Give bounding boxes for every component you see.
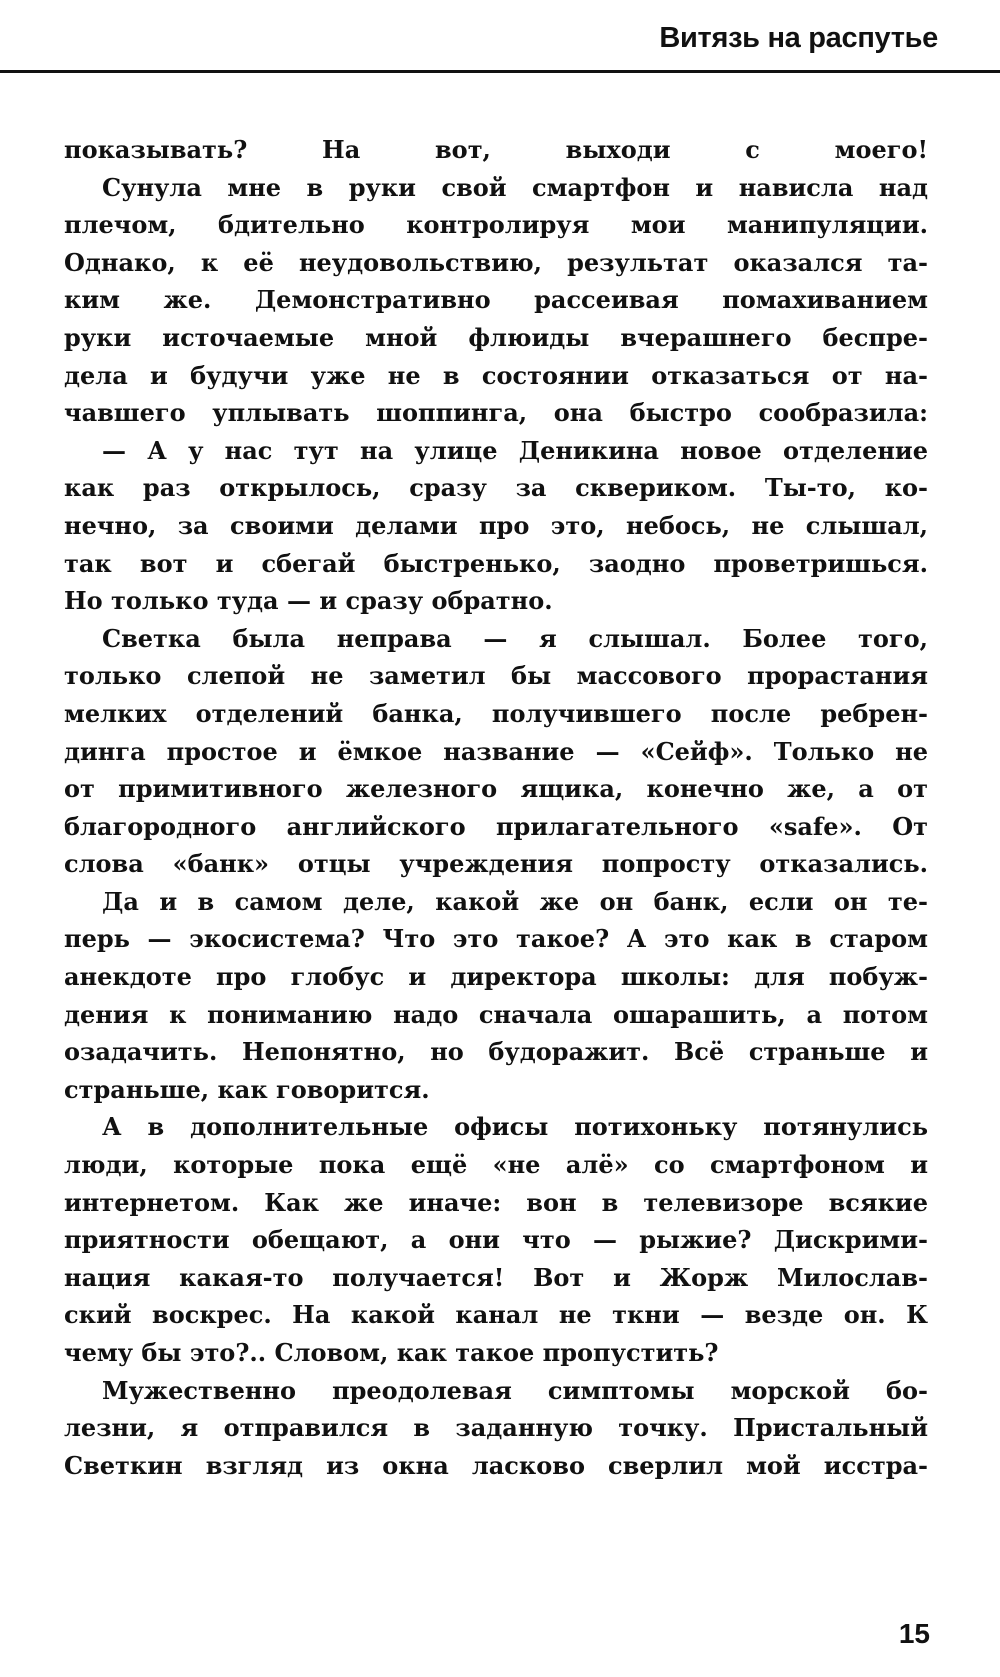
text-line: от примитивного железного ящика, конечно же, а от xyxy=(64,774,928,804)
text-line: так вот и сбегай быстренько, заодно проветришься. xyxy=(64,548,928,578)
header-rule xyxy=(0,70,1000,73)
text-line: Да и в самом деле, какой же он банк, если он те- xyxy=(102,886,928,916)
running-header-title: Витязь на распутье xyxy=(659,22,938,54)
text-line: только слепой не заметил бы массового прорастания xyxy=(64,661,928,691)
text-line: динга простое и ёмкое название — «Сейф». Только не xyxy=(64,736,928,766)
text-line: страньше, как говорится. xyxy=(64,1074,430,1104)
body-text xyxy=(64,131,928,1484)
text-line: как раз открылось, сразу за сквериком. Ты-то, ко- xyxy=(64,473,928,503)
text-line: ский воскрес. На какой канал не ткни — везде он. К xyxy=(64,1300,928,1330)
text-line: благородного английского прилагательного «safe». От xyxy=(64,811,928,841)
text-line: дения к пониманию надо сначала ошарашить, а потом xyxy=(64,999,928,1029)
text-line: ким же. Демонстративно рассеивая помахиванием xyxy=(64,285,928,315)
text-line: перь — экосистема? Что это такое? А это как в старом xyxy=(64,924,928,954)
text-line: дела и будучи уже не в состоянии отказаться от на- xyxy=(64,360,928,390)
text-line: Светка была неправа — я слышал. Более того, xyxy=(102,623,928,653)
text-line: чавшего уплывать шоппинга, она быстро сообразила: xyxy=(64,398,928,428)
text-line: Мужественно преодолевая симптомы морской бо- xyxy=(102,1375,928,1405)
text-line: приятности обещают, а они что — рыжие? Дискрими- xyxy=(64,1225,928,1255)
text-line: Однако, к её неудовольствию, результат оказался та- xyxy=(64,247,928,277)
text-line: показывать? На вот, выходи с моего! xyxy=(64,135,928,164)
page-number: 15 xyxy=(898,1618,930,1649)
text-line: А в дополнительные офисы потихоньку потянулись xyxy=(102,1112,928,1142)
text-line: руки источаемые мной флюиды вчерашнего беспре- xyxy=(64,322,928,352)
text-line: мелких отделений банка, получившего после ребрен- xyxy=(64,698,928,728)
text-line: интернетом. Как же иначе: вон в телевизоре всякие xyxy=(64,1187,928,1217)
text-line: озадачить. Непонятно, но будоражит. Всё страньше и xyxy=(64,1037,928,1067)
text-line: нечно, за своими делами про это, небось, не слышал, xyxy=(64,510,928,540)
text-line: слова «банк» отцы учреждения попросту отказались. xyxy=(64,849,928,879)
text-line: — А у нас тут на улице Деникина новое отделение xyxy=(102,435,928,465)
text-line: анекдоте про глобус и директора школы: для побуж- xyxy=(64,962,928,992)
text-line: Но только туда — и сразу обратно. xyxy=(64,586,553,616)
text-line: Сунула мне в руки свой смартфон и нависла над xyxy=(102,172,928,202)
text-line: лезни, я отправился в заданную точку. Пристальный xyxy=(64,1413,928,1443)
text-line: нация какая-то получается! Вот и Жорж Милослав- xyxy=(64,1262,928,1292)
text-line: чему бы это?.. Словом, как такое пропустить? xyxy=(64,1338,719,1367)
text-line: люди, которые пока ещё «не алё» со смартфоном и xyxy=(64,1150,928,1180)
text-line: плечом, бдительно контролируя мои манипуляции. xyxy=(64,210,928,240)
text-line: Светкин взгляд из окна ласково сверлил мой исстра- xyxy=(64,1450,928,1480)
